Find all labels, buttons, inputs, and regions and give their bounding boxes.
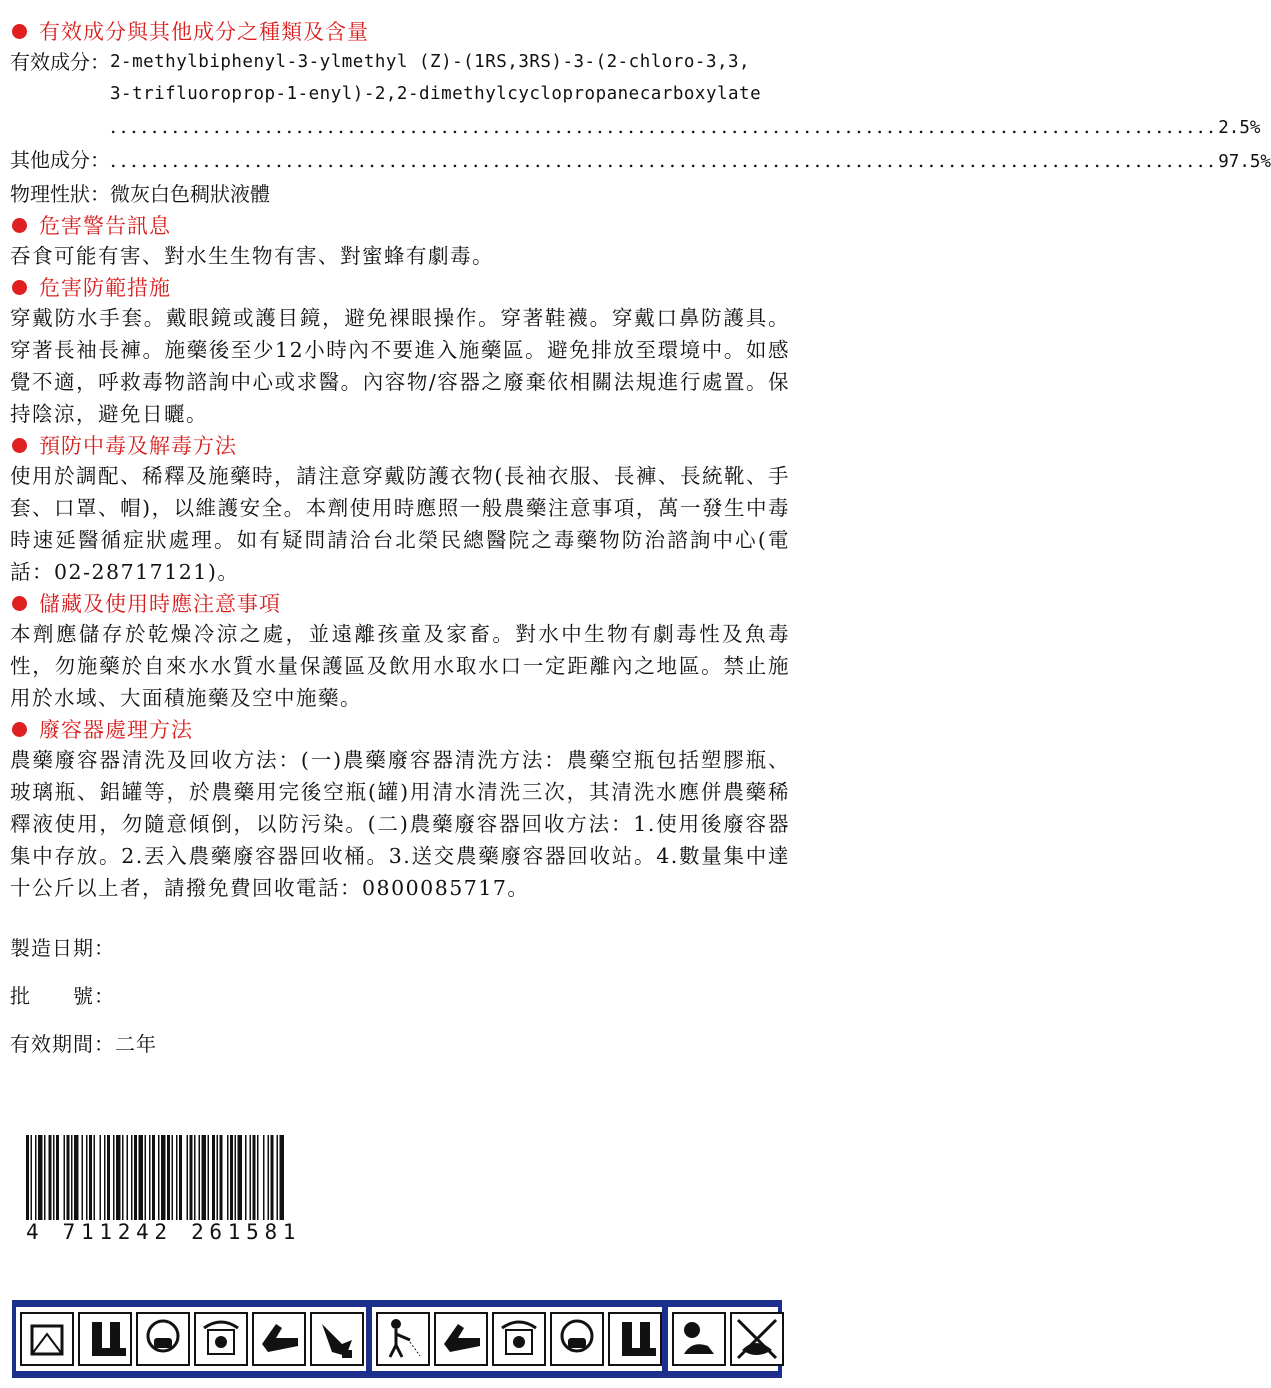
harmful-to-animals-icon bbox=[672, 1312, 726, 1366]
batch-number-field: 批 號： bbox=[10, 984, 115, 1008]
section-title: 危害警告訊息 bbox=[39, 214, 171, 238]
barcode-bar bbox=[86, 1135, 88, 1231]
barcode-bar bbox=[122, 1135, 124, 1231]
other-ingredient-row bbox=[10, 144, 1271, 178]
barcode-bar bbox=[94, 1135, 96, 1231]
barcode-bar bbox=[49, 1135, 52, 1231]
section-title: 危害防範措施 bbox=[39, 276, 171, 300]
barcode-bar bbox=[44, 1135, 46, 1231]
barcode-bar bbox=[67, 1135, 70, 1231]
antidote-text: 使用於調配、稀釋及施藥時，請注意穿戴防護衣物(長袖衣服、長褲、長統靴、手套、口罩、帽)，以維護安全。本劑使用時應照一般農藥注意事項，萬一發生中毒時速延醫循症狀處理。如有疑問請洽台北榮民總醫院之毒藥物防治諮詢中心(電話：02-28717121)。 bbox=[10, 464, 790, 584]
section-header-hazard bbox=[10, 210, 790, 240]
leader-dots bbox=[110, 110, 1218, 142]
active-ingredient-row bbox=[10, 46, 1261, 144]
red-bullet-icon bbox=[12, 24, 27, 39]
barcode-bar bbox=[161, 1135, 166, 1231]
active-ingredient-name-line2: 3-trifluoroprop-1-enyl)-2,2-dimethylcyclopropanecarboxylate bbox=[110, 84, 762, 104]
gloves-icon bbox=[252, 1312, 306, 1366]
barcode-bar bbox=[158, 1135, 160, 1231]
precaution-text: 穿戴防水手套。戴眼鏡或護目鏡，避免裸眼操作。穿著鞋襪。穿戴口鼻防護具。穿著長袖長褲。施藥後至少12小時內不要進入施藥區。避免排放至環境中。如感覺不適，呼救毒物諮詢中心或求醫。內容物/容器之廢棄依相關法規進行處置。保持陰涼，避免日曬。 bbox=[10, 306, 790, 426]
section-header-precaution bbox=[10, 272, 790, 302]
validity-period-field: 有效期間：二年 bbox=[10, 1032, 157, 1056]
manufacture-date-field: 製造日期： bbox=[10, 936, 115, 960]
protective-clothing-icon bbox=[20, 1312, 74, 1366]
section-header-storage bbox=[10, 588, 790, 618]
barcode-bar bbox=[212, 1135, 215, 1231]
barcode-bar bbox=[167, 1135, 170, 1231]
active-ingredient-percent-line bbox=[110, 110, 1260, 144]
red-bullet-icon bbox=[12, 280, 27, 295]
barcode-bar bbox=[116, 1135, 121, 1231]
red-bullet-icon bbox=[12, 438, 27, 453]
barcode-bar bbox=[190, 1135, 193, 1231]
label-document bbox=[10, 16, 1271, 1076]
barcode-bar bbox=[113, 1135, 115, 1231]
respirator-mask-icon bbox=[136, 1312, 190, 1366]
section-header-antidote bbox=[10, 430, 790, 460]
barcode-bar bbox=[176, 1135, 178, 1231]
barcode-bar bbox=[82, 1135, 84, 1231]
respirator-mask-icon bbox=[550, 1312, 604, 1366]
barcode-bar bbox=[194, 1135, 196, 1231]
barcode-bar bbox=[53, 1135, 55, 1231]
barcode-bar bbox=[202, 1135, 207, 1231]
barcode-bar bbox=[227, 1135, 229, 1231]
red-bullet-icon bbox=[12, 218, 27, 233]
face-shield-icon bbox=[492, 1312, 546, 1366]
barcode-bar bbox=[100, 1135, 102, 1231]
active-ingredient-name-line1: 2-methylbiphenyl-3-ylmethyl (Z)-(1RS,3RS)-3-(2-chloro-3,3, bbox=[110, 52, 751, 72]
hazard-text: 吞食可能有害、對水生生物有害、對蜜蜂有劇毒。 bbox=[10, 244, 494, 268]
barcode-bar bbox=[271, 1135, 274, 1231]
barcode-bar bbox=[145, 1135, 147, 1231]
gloves-icon bbox=[434, 1312, 488, 1366]
barcode-bar bbox=[253, 1135, 256, 1231]
spraying-person-icon bbox=[376, 1312, 430, 1366]
barcode-bar bbox=[208, 1135, 210, 1231]
physical-state-value: 微灰白色稠狀液體 bbox=[110, 182, 270, 206]
barcode-bar bbox=[89, 1135, 92, 1231]
red-bullet-icon bbox=[12, 596, 27, 611]
other-ingredient-label: 其他成分： bbox=[10, 148, 110, 172]
barcode-bar bbox=[238, 1135, 243, 1231]
physical-state-row bbox=[10, 178, 790, 210]
active-ingredient-label: 有效成分： bbox=[10, 50, 110, 74]
red-bullet-icon bbox=[12, 722, 27, 737]
disposal-text: 農藥廢容器清洗及回收方法：(一)農藥廢容器清洗方法：農藥空瓶包括塑膠瓶、玻璃瓶、鋁罐等，於農藥用完後空瓶(罐)用清水清洗三次，其清洗水應併農藥稀釋液使用，勿隨意傾倒，以防污染。(二)農藥廢容器回收方法：1.使用後廢容器集中存放。2.丟入農藥廢容器回收桶。3.送交農藥廢容器回收站。4.數量集中達十公斤以上者，請撥免費回收電話：0800085717。 bbox=[10, 748, 790, 900]
safety-pictogram-strip bbox=[12, 1300, 782, 1378]
boots-icon bbox=[608, 1312, 662, 1366]
barcode-bar bbox=[257, 1135, 259, 1231]
section-header-disposal bbox=[10, 714, 790, 744]
section-title: 有效成分與其他成分之種類及含量 bbox=[39, 20, 369, 44]
section-title: 預防中毒及解毒方法 bbox=[39, 434, 237, 458]
barcode-bar bbox=[38, 1135, 43, 1231]
barcode-bar bbox=[35, 1135, 37, 1231]
barcode-bar bbox=[74, 1135, 79, 1231]
barcode-bar bbox=[179, 1135, 182, 1231]
barcode-bar bbox=[220, 1135, 223, 1231]
active-ingredient-percent: 2.5% bbox=[1218, 118, 1261, 138]
barcode-bar bbox=[235, 1135, 237, 1231]
wash-hands-icon bbox=[310, 1312, 364, 1366]
barcode-bar bbox=[199, 1135, 201, 1231]
barcode-bar bbox=[56, 1135, 59, 1231]
barcode-bar bbox=[104, 1135, 106, 1231]
physical-state-label: 物理性狀： bbox=[10, 182, 110, 206]
barcode-bar bbox=[31, 1135, 33, 1231]
barcode-bar bbox=[64, 1135, 66, 1231]
barcode-bar bbox=[134, 1135, 137, 1231]
section-title: 儲藏及使用時應注意事項 bbox=[39, 592, 281, 616]
barcode-bar bbox=[268, 1135, 270, 1231]
harmful-to-fish-icon bbox=[730, 1312, 784, 1366]
leader-dots bbox=[110, 144, 1218, 176]
barcode-bar bbox=[245, 1135, 247, 1231]
barcode-bar bbox=[217, 1135, 219, 1231]
barcode-bar bbox=[187, 1135, 189, 1231]
barcode-bar bbox=[71, 1135, 73, 1231]
barcode-bar bbox=[107, 1135, 110, 1231]
section-header-composition bbox=[10, 16, 790, 46]
barcode-bar bbox=[127, 1135, 129, 1231]
barcode-bar bbox=[172, 1135, 174, 1231]
barcode-bar bbox=[139, 1135, 144, 1231]
section-title: 廢容器處理方法 bbox=[39, 718, 193, 742]
barcode-bar bbox=[230, 1135, 233, 1231]
barcode-bar bbox=[250, 1135, 252, 1231]
storage-text: 本劑應儲存於乾燥冷涼之處，並遠離孩童及家畜。對水中生物有劇毒性及魚毒性，勿施藥於自來水水質水量保護區及飲用水取水口一定距離內之地區。禁止施用於水域、大面積施藥及空中施藥。 bbox=[10, 622, 790, 710]
boots-icon bbox=[78, 1312, 132, 1366]
other-ingredient-percent: 97.5% bbox=[1218, 152, 1271, 172]
face-shield-icon bbox=[194, 1312, 248, 1366]
barcode-digits: 4 711242 261581 bbox=[26, 1220, 302, 1244]
barcode-bar bbox=[263, 1135, 265, 1231]
barcode-bar bbox=[131, 1135, 133, 1231]
